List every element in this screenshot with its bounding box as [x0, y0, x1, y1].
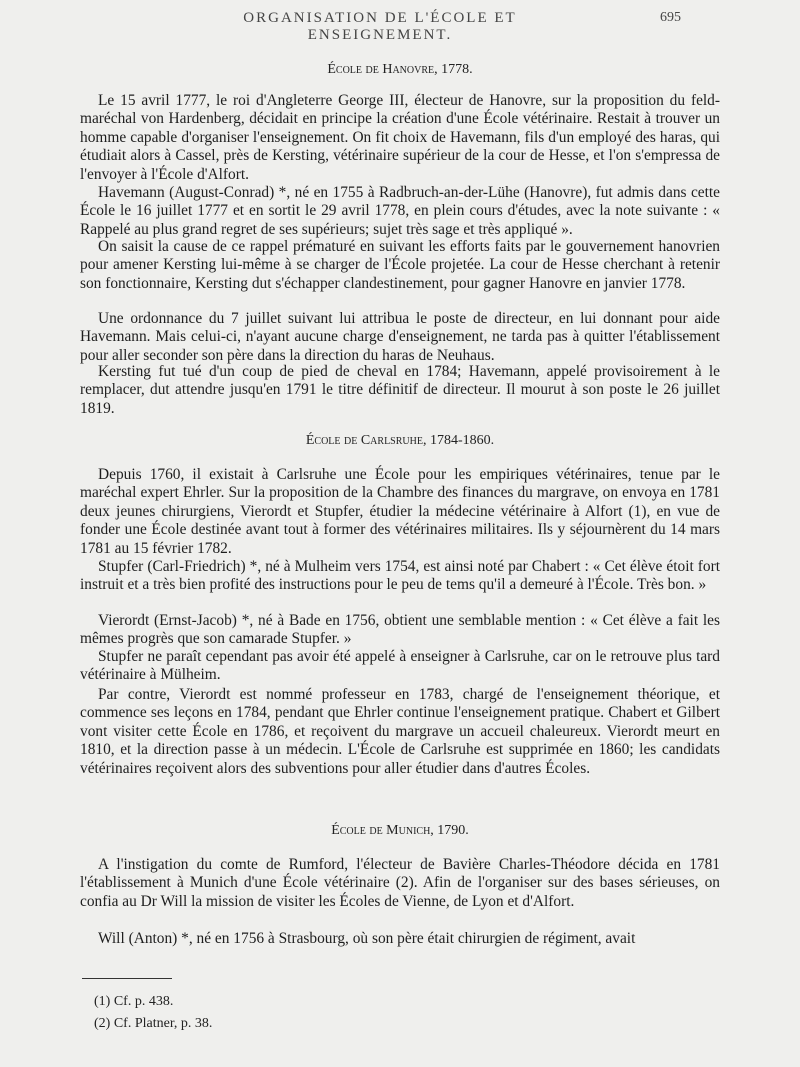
running-title: ORGANISATION DE L'ÉCOLE ET ENSEIGNEMENT. — [243, 10, 517, 43]
paragraph: Will (Anton) *, né en 1756 à Strasbourg, où son père était chirurgien de régiment, avait — [98, 930, 636, 947]
section-heading-hanovre — [80, 62, 720, 78]
section-year: 1790. — [433, 823, 469, 838]
paragraph: Depuis 1760, il existait à Carlsruhe une École pour les empiriques vétérinaires, tenue par le maréchal expert Ehrler. Sur la proposition de la Chambre des finances du margrave, on envoya en 1781 deux jeunes chirurgiens, Vierordt et Stupfer, étudier la médecine vétérinaire à Alfort (1), en vue de fonder une École destinée avant tout à former des vétérinaires militaires. Ils y séjournèrent du 14 mars 1781 au 15 février 1782. — [80, 466, 720, 557]
footnote: (2) Cf. Platner, p. 38. — [94, 1016, 213, 1031]
section-year: 1778. — [437, 62, 473, 77]
section-heading-munich — [80, 823, 720, 839]
section-year: 1784-1860. — [426, 433, 495, 448]
paragraph: On saisit la cause de ce rappel prématuré en suivant les efforts faits par le gouvernement hanovrien pour amener Kersting lui-même à se charger de l'École projetée. La cour de Hesse cherchant à retenir son fonctionnaire, Kersting dut s'échapper clandestinement, pour gagner Hanovre en janvier 1778. — [80, 238, 720, 292]
footnote-rule — [82, 978, 172, 979]
paragraph: Une ordonnance du 7 juillet suivant lui attribua le poste de directeur, en lui donnant pour aide Havemann. Mais celui-ci, n'ayant aucune charge d'enseignement, ne tarda pas à quitter l'établissement pour aller seconder son père dans la direction du haras de Neuhaus. — [80, 310, 720, 364]
paragraph: Le 15 avril 1777, le roi d'Angleterre George III, électeur de Hanovre, sur la proposition du feld-maréchal von Hardenberg, décidait en principe la création d'une École vétérinaire. Restait à trouver un homme capable d'organiser l'enseignement. On fit choix de Havemann, fils d'un employé des haras, qui étudiait alors à Cassel, près de Kersting, vétérinaire supérieur de la cour de Hesse, et l'on s'empressa de l'envoyer à l'École d'Alfort. — [80, 92, 720, 183]
section-title: École de Munich, — [331, 823, 434, 838]
page-number: 695 — [660, 10, 681, 25]
paragraph: Havemann (August-Conrad) *, né en 1755 à Radbruch-an-der-Lühe (Hanovre), fut admis dans cette École le 16 juillet 1777 et en sortit le 29 avril 1778, en plein cours d'études, avec la note suivante : « Rappelé au plus grand regret de ses supérieurs; sujet très sage et très appliqué ». — [80, 184, 720, 238]
footnote: (1) Cf. p. 438. — [94, 994, 174, 1009]
section-heading-carlsruhe — [80, 433, 720, 449]
paragraph: Stupfer ne paraît cependant pas avoir été appelé à enseigner à Carlsruhe, car on le retrouve plus tard vétérinaire à Mülheim. — [80, 648, 720, 684]
paragraph: Vierordt (Ernst-Jacob) *, né à Bade en 1756, obtient une semblable mention : « Cet élève a fait les mêmes progrès que son camarade Stupfer. » — [80, 612, 720, 648]
paragraph: Stupfer (Carl-Friedrich) *, né à Mulheim vers 1754, est ainsi noté par Chabert : « Cet élève étoit fort instruit et a très bien profité des instructions pour le peu de tems qu'il a demeuré à l'École. Très bon. » — [80, 558, 720, 594]
paragraph: Par contre, Vierordt est nommé professeur en 1783, chargé de l'enseignement théorique, et commence ses leçons en 1784, pendant que Ehrler continue l'enseignement pratique. Chabert et Gilbert vont visiter cette École en 1786, et reçoivent du margrave un accueil chaleureux. Vierordt meurt en 1810, et la direction passe à un médecin. L'École de Carlsruhe est supprimée en 1860; les candidats vétérinaires reçoivent alors des subventions pour aller étudier dans d'autres Écoles. — [80, 686, 720, 777]
paragraph: Kersting fut tué d'un coup de pied de cheval en 1784; Havemann, appelé provisoirement à le remplacer, dut attendre jusqu'en 1791 le titre définitif de directeur. Il mourut à son poste le 26 juillet 1819. — [80, 363, 720, 417]
paragraph: A l'instigation du comte de Rumford, l'électeur de Bavière Charles-Théodore décida en 1781 l'établissement à Munich d'une École vétérinaire (2). Afin de l'organiser sur des bases sérieuses, on confia au Dr Will la mission de visiter les Écoles de Vienne, de Lyon et d'Alfort. — [80, 856, 720, 910]
section-title: École de Carlsruhe, — [305, 433, 427, 448]
section-title: École de Hanovre, — [327, 62, 438, 77]
